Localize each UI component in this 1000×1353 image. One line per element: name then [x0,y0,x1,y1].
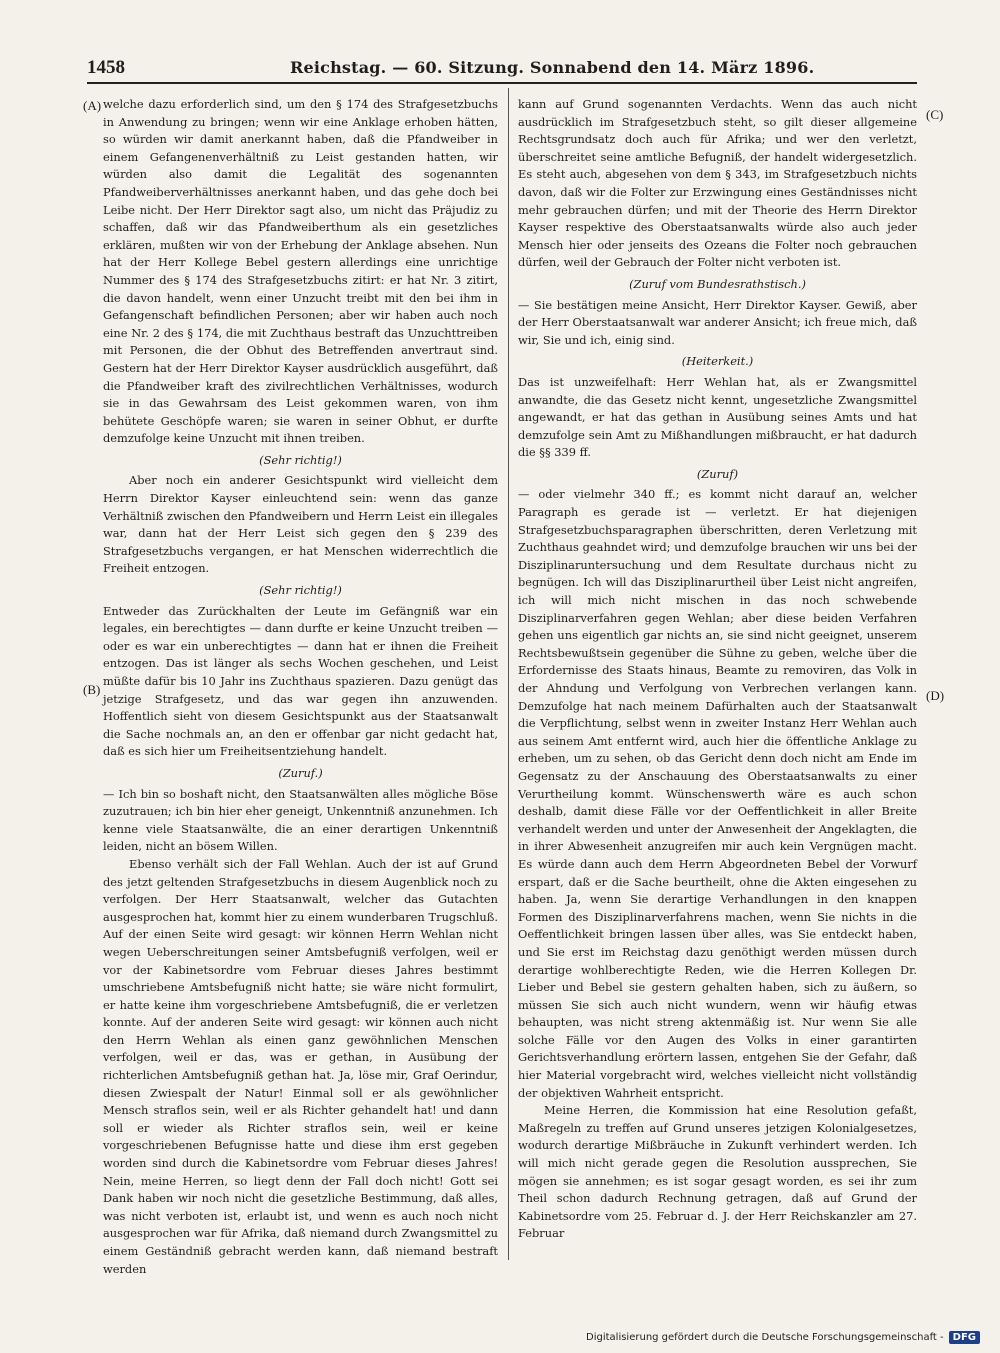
paragraph: kann auf Grund sogenannten Verdachts. Wenn das auch nicht ausdrücklich im Strafgesetzbuch steht, so gilt dieser allgemeine Rechtsgrundsatz doch auch für Afrika; und wer den verletzt, überschreitet seine amtliche Befugniß, der handelt widergesetzlich. Es steht auch, abgesehen von dem § 343, im Strafgesetzbuch nichts davon, daß wir die Folter zur Erzwingung eines Geständnisses nicht mehr gebrauchen dürfen; und mit der Theorie des Herrn Direktor Kayser respektive des Oberstaatsanwalts würde also auch jeder Mensch hier oder jenseits des Ozeans die Folter noch gebrauchen dürfen, weil der Gebrauch der Folter nicht verboten ist. [518,97,917,270]
interjection: (Zuruf) [696,466,739,481]
left-column [103,96,498,1278]
interjection: (Heiterkeit.) [681,354,754,369]
column-divider [508,88,509,1260]
right-column [518,96,917,1243]
paragraph: — oder vielmehr 340 ff.; es kommt nicht darauf an, welcher Paragraph es gerade ist — verletzt. Er hat diejenigen Strafgesetzbuchsparagraphen überschritten, deren Verletzung mit Zuchthaus geahndet wird; und demzufolge brauchen wir uns bei der Disziplinaruntersuchung und dem Resultate durchaus nicht zu begnügen. Ich will das Disziplinarurtheil über Leist nicht angreifen, ich will mich nicht mischen in das noch schwebende Disziplinarverfahren gegen Wehlan; aber diese beiden Verfahren gehen uns eigentlich gar nichts an, sie sind nicht geeignet, unserem Rechtsbewußtsein gegenüber die Sühne zu geben, welche über die Erfordernisse des Staats hinaus, Beamte zu removiren, das Volk in der Ahndung und Verfolgung von Verbrechen verlangen kann. Demzufolge hat nach meinem Dafürhalten auch der Staatsanwalt die Verpflichtung, selbst wenn in zweiter Instanz Herr Wehlan auch aus seinem Amt entfernt wird, auch hier die öffentliche Anklage zu erheben, um zu sehen, ob das Gericht denn doch nicht am Ende im Gegensatz zu der Anschauung des Oberstaatsanwalts zu einer Verurtheilung kommt. Wünschenswerth wäre es auch schon deshalb, damit diese Fälle vor der Oeffentlichkeit in aller Breite verhandelt werden und unter der Anwesenheit der Angeklagten, die in ihrer Abwesenheit anzugreifen mir auch kein Vergnügen macht. Es würde dann auch dem Herrn Abgeordneten Bebel der Vorwurf erspart, daß er die Sache beurtheilt, ohne die Akten eingesehen zu haben. Ja, wenn Sie derartige Verhandlungen in den knappen Formen des Disziplinarverfahrens machen, wenn Sie nichts in die Oeffentlichkeit bringen lassen über alles, was Sie entdeckt haben, und Sie erst im Reichstag dazu genöthigt werden müssen durch derartige wohlberechtigte Reden, wie die Herren Kollegen Dr. Lieber und Bebel sie gestern gehalten haben, sich zu äußern, so müssen Sie sich auch nicht wundern, wenn wir häufig etwas behaupten, was nicht streng aktenmäßig ist. Nur wenn Sie alle solche Fälle vor den Augen des Volks in einer garantirten Gerichtsverhandlung erörtern lassen, entgehen Sie der Gefahr, daß hier Material vorgebracht wird, welches vielleicht nicht vollständig der objektiven Wahrheit entspricht. [518,487,917,1100]
margin-marker-c: (C) [926,107,944,122]
paragraph: Ebenso verhält sich der Fall Wehlan. Auch der ist auf Grund des jetzt geltenden Strafgesetzbuchs in diesem Augenblick noch zu verfolgen. Der Herr Staatsanwalt, welcher das Gutachten ausgesprochen hat, kommt hier zu einem wunderbaren Trugschluß. Auf der einen Seite wird gesagt: wir können Herrn Wehlan nicht wegen Ueberschreitungen seiner Amtsbefugniß verfolgen, weil er vor der Kabinetsordre vom Februar dieses Jahres bestimmt umschriebene Amtsbefugniß nicht hatte; sie wäre nicht formulirt, er hatte keine ihm vorgeschriebene Amtsbefugniß, die er verletzen konnte. Auf der anderen Seite wird gesagt: wir können auch nicht den Herrn Wehlan als einen ganz gewöhnlichen Menschen verfolgen, weil er das, was er gethan, in Ausübung der richterlichen Amtsbefugniß gethan hat. Ja, löse mir, Graf Oerindur, diesen Zwiespalt der Natur! Einmal soll er als gewöhnlicher Mensch straflos sein, weil er als Richter gehandelt hat! und dann soll er wieder als Richter straflos sein, weil er keine vorgeschriebenen Befugnisse hatte und diese ihm erst gegeben worden sind durch die Kabinetsordre vom Februar dieses Jahres! Nein, meine Herren, so liegt denn der Fall doch nicht! Gott sei Dank haben wir noch nicht die gesetzliche Bestimmung, daß alles, was nicht verboten ist, erlaubt ist, und wenn es auch noch nicht ausgesprochen war für Afrika, daß niemand durch Zwangsmittel zu einem Geständniß gebracht werden kann, daß niemand bestraft werden [103,856,498,1276]
dfg-logo: DFG [949,1331,980,1344]
paragraph: Meine Herren, die Kommission hat eine Resolution gefaßt, Maßregeln zu treffen auf Grund unseres jetzigen Kolonialgesetzes, wodurch derartige Mißbräuche in Zukunft verhindert werden. Ich will mich nicht gerade gegen die Resolution aussprechen, Sie mögen sie annehmen; es ist sogar gesagt worden, es sei ihr zum Theil schon dadurch Rechnung getragen, daß auf Grund der Kabinetsordre vom 25. Februar d. J. der Herr Reichskanzler am 27. Februar [518,1103,917,1241]
interjection: (Zuruf vom Bundesrathstisch.) [629,276,806,291]
interjection: (Sehr richtig!) [259,452,342,467]
margin-marker-a: (A) [83,98,102,113]
header-rule [87,82,917,84]
interjection: (Sehr richtig!) [259,583,342,598]
interjection: (Zuruf.) [278,765,323,780]
paragraph: Das ist unzweifelhaft: Herr Wehlan hat, als er Zwangsmittel anwandte, die das Gesetz nicht kennt, ungesetzliche Zwangsmittel angewandt, er hat das gethan in Ausübung seines Amts und hat demzufolge sein Amt zu Mißhandlungen mißbraucht, er hat dadurch die §§ 339 ff. [518,374,917,460]
paragraph: welche dazu erforderlich sind, um den § 174 des Strafgesetzbuchs in Anwendung zu bringen; wenn wir eine Anklage erhoben hätten, so würden wir damit anerkannt haben, daß die Pfandweiber in einem Gefangenenverhältniß zu Leist gestanden hatten, wir würden also damit die Legalität des sogenannten Pfandweiberverhältnisses anerkannt haben, und das gehe doch bei Leibe nicht. Der Herr Direktor sagt also, um nicht das Präjudiz zu schaffen, daß wir das Pfandweiberthum als ein gesetzliches erklären, mußten wir von der Erhebung der Anklage absehen. Nun hat der Herr Kollege Bebel gestern allerdings eine unrichtige Nummer des § 174 des Strafgesetzbuchs zitirt: er hat Nr. 3 zitirt, die davon handelt, wenn einer Unzucht treibt mit den bei ihm in Gefangenschaft befindlichen Personen; aber wir haben auch noch eine Nr. 2 des § 174, die mit Zuchthaus bestraft das Unzuchttreiben mit Personen, die der Obhut des Betreffenden anvertraut sind. Gestern hat der Herr Direktor Kayser ausdrücklich ausgeführt, daß die Pfandweiber kraft des zivilrechtlichen Verhältnisses, wodurch sie in das Gewahrsam des Leist gekommen waren, von ihm behütete Geschöpfe waren; sie waren in seiner Obhut, er durfte demzufolge keine Unzucht mit ihnen treiben. [103,97,498,446]
digitization-footer [586,1331,980,1344]
footer-credit: Digitalisierung gefördert durch die Deutsche Forschungsgemeinschaft - [586,1332,944,1343]
paragraph: Entweder das Zurückhalten der Leute im Gefängniß war ein legales, ein berechtigtes — dann durfte er keine Unzucht treiben — oder es war ein unberechtigtes — dann hat er ihnen die Freiheit entzogen. Das ist länger als sechs Wochen geschehen, und Leist müßte dafür bis 10 Jahr ins Zuchthaus spazieren. Dazu genügt das jetzige Strafgesetz, und das war gegen ihn anzuwenden. Hoffentlich sieht von diesem Gesichtspunkt aus der Staatsanwalt die Sache nochmals an, an den er offenbar gar nicht gedacht hat, daß es sich hier um Freiheitsentziehung handelt. [103,603,498,759]
margin-marker-b: (B) [83,682,101,697]
margin-marker-d: (D) [926,688,945,703]
paragraph: — Ich bin so boshaft nicht, den Staatsanwälten alles mögliche Böse zuzutrauen; ich bin hier eher geneigt, Unkenntniß anzunehmen. Ich kenne viele Staatsanwälte, die an einer derartigen Unkenntniß leiden, nicht an bösem Willen. [103,786,498,854]
running-head: Reichstag. — 60. Sitzung. Sonnabend den 14. März 1896. [290,58,815,77]
paragraph: Aber noch ein anderer Gesichtspunkt wird vielleicht dem Herrn Direktor Kayser einleuchtend sein: wenn das ganze Verhältniß zwischen den Pfandweibern und Herrn Leist ein illegales war, dann hat der Herr Leist sich gegen den § 239 des Strafgesetzbuchs vergangen, er hat Menschen widerrechtlich die Freiheit entzogen. [103,473,498,576]
paragraph: — Sie bestätigen meine Ansicht, Herr Direktor Kayser. Gewiß, aber der Herr Oberstaatsanwalt war anderer Ansicht; ich freue mich, daß wir, Sie und ich, einig sind. [518,297,917,347]
page-number: 1458 [87,57,125,78]
